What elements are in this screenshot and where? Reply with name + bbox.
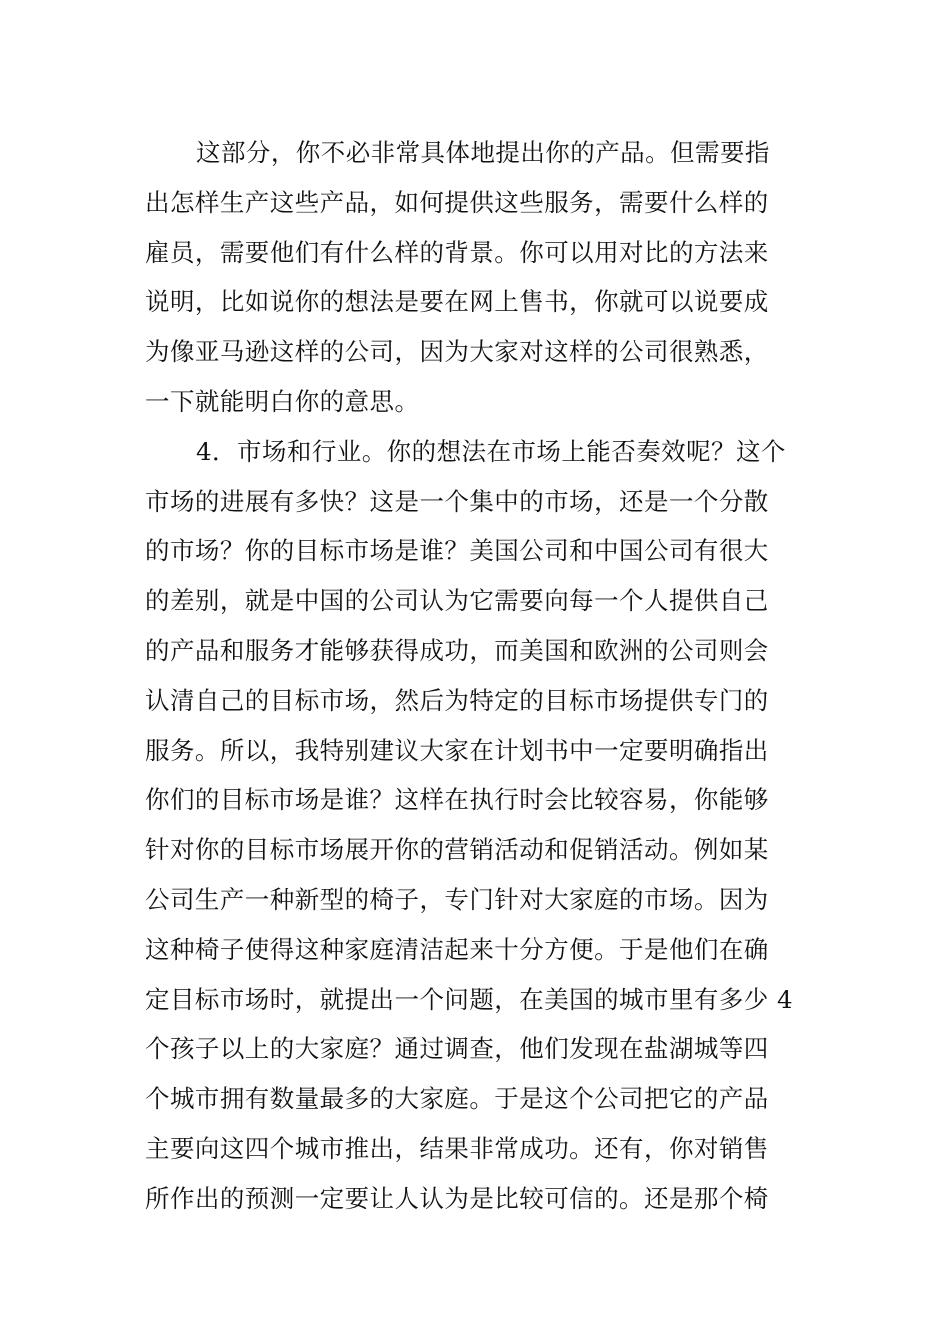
paragraph-2-line-16: 所作出的预测一定要让人认为是比较可信的。还是那个椅 <box>145 1183 769 1213</box>
document-page <box>145 128 805 1224</box>
paragraph-2-line-5: 的产品和服务才能够获得成功，而美国和欧洲的公司则会 <box>145 635 769 665</box>
paragraph-2-line-7: 服务。所以，我特别建议大家在计划书中一定要明确指出 <box>145 735 769 765</box>
paragraph-1-line-3: 雇员，需要他们有什么样的背景。你可以用对比的方法来 <box>145 237 769 267</box>
paragraph-2-line-12: 定目标市场时，就提出一个问题，在美国的城市里有多少 4 <box>145 984 794 1014</box>
paragraph-2-line-8: 你们的目标市场是谁？这样在执行时会比较容易，你能够 <box>145 785 769 815</box>
paragraph-2-line-4: 的差别，就是中国的公司认为它需要向每一个人提供自己 <box>145 586 769 616</box>
paragraph-1-line-4: 说明，比如说你的想法是要在网上售书，你就可以说要成 <box>145 287 769 317</box>
paragraph-1-line-2: 出怎样生产这些产品，如何提供这些服务，需要什么样的 <box>145 187 769 217</box>
paragraph-2-line-2: 市场的进展有多快？这是一个集中的市场，还是一个分散 <box>145 486 769 516</box>
paragraph-2-line-13: 个孩子以上的大家庭？通过调查，他们发现在盐湖城等四 <box>145 1034 769 1064</box>
paragraph-2-line-11: 这种椅子使得这种家庭清洁起来十分方便。于是他们在确 <box>145 934 769 964</box>
paragraph-2-line-9: 针对你的目标市场展开你的营销活动和促销活动。例如某 <box>145 835 769 865</box>
paragraph-1-line-6: 一下就能明白你的意思。 <box>145 386 420 416</box>
paragraph-2-line-3: 的市场？你的目标市场是谁？美国公司和中国公司有很大 <box>145 536 769 566</box>
paragraph-2-line-6: 认清自己的目标市场，然后为特定的目标市场提供专门的 <box>145 685 769 715</box>
paragraph-2-line-1: 4．市场和行业。你的想法在市场上能否奏效呢？这个 <box>196 436 786 466</box>
paragraph-2-line-10: 公司生产一种新型的椅子，专门针对大家庭的市场。因为 <box>145 884 769 914</box>
paragraph-2-line-15: 主要向这四个城市推出，结果非常成功。还有，你对销售 <box>145 1133 769 1163</box>
paragraph-2-line-14: 个城市拥有数量最多的大家庭。于是这个公司把它的产品 <box>145 1084 769 1114</box>
paragraph-1-line-5: 为像亚马逊这样的公司，因为大家对这样的公司很熟悉， <box>145 337 769 367</box>
paragraph-1-line-1: 这部分，你不必非常具体地提出你的产品。但需要指 <box>196 138 770 167</box>
